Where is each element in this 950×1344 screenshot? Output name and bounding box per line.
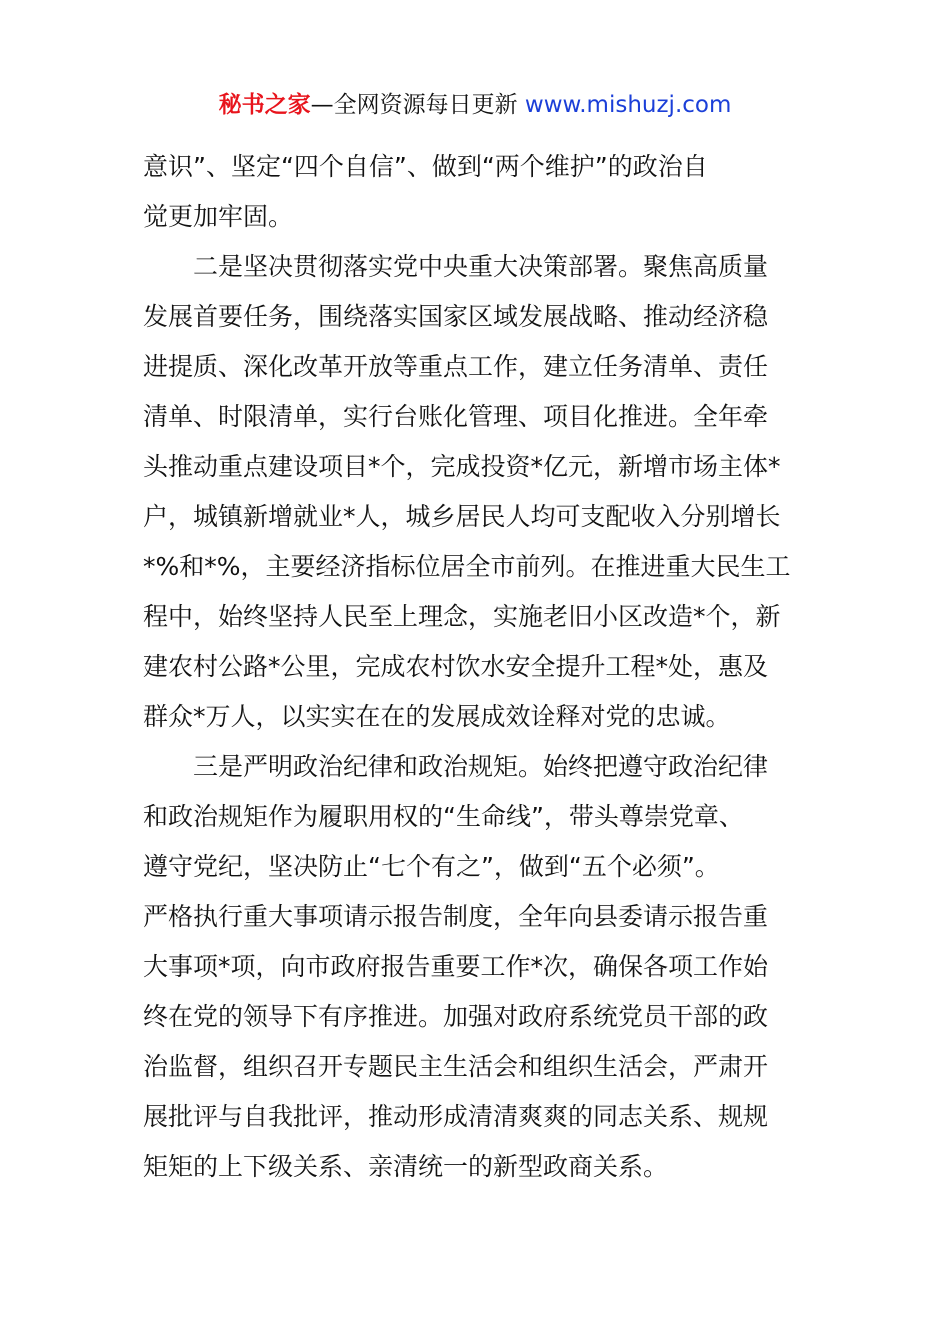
text-line: 大事项*项，向市政府报告重要工作*次，确保各项工作始: [143, 952, 769, 981]
text-line: *%和*%，主要经济指标位居全市前列。在推进重大民生工: [143, 552, 791, 581]
text-line: 意识”、坚定“四个自信”、做到“两个维护”的政治自: [143, 152, 708, 181]
text-line: 户，城镇新增就业*人，城乡居民人均可支配收入分别增长: [143, 502, 781, 531]
text-line: 进提质、深化改革开放等重点工作，建立任务清单、责任: [143, 352, 769, 381]
text-line: 严格执行重大事项请示报告制度，全年向县委请示报告重: [143, 902, 769, 931]
text-line-first: 二是坚决贯彻落实党中央重大决策部署。聚焦高质量: [193, 252, 769, 281]
text-line: 发展首要任务，围绕落实国家区域发展战略、推动经济稳: [143, 302, 769, 331]
text-line: 治监督，组织召开专题民主生活会和组织生活会，严肃开: [143, 1052, 769, 1081]
text-line: 群众*万人，以实实在在的发展成效诠释对党的忠诚。: [143, 702, 731, 731]
paragraph-1: [143, 142, 811, 242]
paragraph-3: [143, 742, 811, 1192]
text-line: 头推动重点建设项目*个，完成投资*亿元，新增市场主体*: [143, 452, 781, 481]
text-line: 矩矩的上下级关系、亲清统一的新型政商关系。: [143, 1152, 669, 1181]
text-line-first: 三是严明政治纪律和政治规矩。始终把遵守政治纪律: [193, 752, 769, 781]
text-line: 清单、时限清单，实行台账化管理、项目化推进。全年牵: [143, 402, 769, 431]
page-header: [0, 88, 950, 122]
site-url-link[interactable]: www.mishuzj.com: [524, 92, 732, 118]
text-line: 遵守党纪，坚决防止“七个有之”，做到“五个必须”。: [143, 852, 720, 881]
text-line: 展批评与自我批评，推动形成清清爽爽的同志关系、规规: [143, 1102, 769, 1131]
text-line: 程中，始终坚持人民至上理念，实施老旧小区改造*个，新: [143, 602, 781, 631]
text-line: 建农村公路*公里，完成农村饮水安全提升工程*处，惠及: [143, 652, 769, 681]
header-tagline: —全网资源每日更新: [310, 92, 525, 118]
text-line: 觉更加牢固。: [143, 202, 294, 231]
brand-name: 秘书之家: [218, 92, 311, 118]
text-line: 终在党的领导下有序推进。加强对政府系统党员干部的政: [143, 1002, 769, 1031]
text-line: 和政治规矩作为履职用权的“生命线”，带头尊崇党章、: [143, 802, 744, 831]
paragraph-2: [143, 242, 811, 742]
document-body: [143, 142, 811, 1192]
